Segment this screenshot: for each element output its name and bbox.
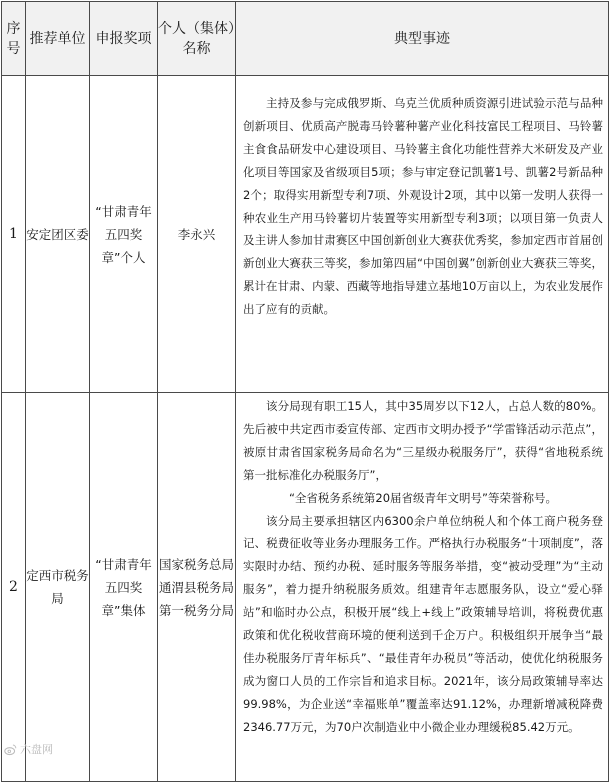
header-unit: 推荐单位 — [26, 2, 90, 76]
row-award: “甘肃青年五四奖章”个人 — [90, 76, 158, 393]
deeds-paragraph: 该分局主要承担辖区内6300余户单位纳税人和个体工商户税务登记、税费征收等业务办理服务工作。严格执行办税服务“十项制度”，落实限时办结、预约办税、延时服务等服务举措，变“被动受理”为“主动服务”，着力提升纳税服务质效。组建青年志愿服务队，设立“爱心驿站”和临时办公点，积极开展“线上+线上”政策辅导培训，将税费优惠政策和优化税收营商环境的便利送到千企万户。积极组织开展争当“最佳办税服务厅青年标兵”、“最佳青年办税员”等活动，使优化纳税服务成为窗口人员的工作宗旨和追求目标。2021年，该分局政策辅导率达99.98%，为企业送“幸福账单”覆盖率达91.12%，办理新增减税降费2346.77万元，为70户次制造业中小微企业办理缓税85.42万元。 — [243, 513, 603, 734]
weibo-icon — [4, 743, 17, 756]
header-award: 申报奖项 — [90, 2, 158, 76]
honor-table — [1, 1, 609, 782]
header-row — [2, 2, 609, 76]
table-row — [2, 393, 609, 782]
row-name: 国家税务总局通渭县税务局第一税务分局 — [158, 393, 236, 782]
row-no: 2 — [2, 393, 26, 782]
row-deeds — [236, 76, 609, 393]
row-no: 1 — [2, 76, 26, 393]
deeds-paragraph: 主持及参与完成俄罗斯、乌克兰优质种质资源引进试验示范与品种创新项目、优质高产脱毒马铃薯种薯产业化科技富民工程项目、马铃薯主食食品研发中心建设项目、马铃薯主食化功能性营养大米研发及产业化项目等国家及省级项目5项；参与审定登记凯薯1号、凯薯2号新品种2个；取得实用新型专利7项、外观设计2项，其中以第一发明人获得一种农业生产用马铃薯切片装置等实用新型专利3项；以项目第一负责人及主讲人参加甘肃赛区中国创新创业大赛获优秀奖，参加定西市首届创新创业大赛获三等奖，参加第四届“中国创翼”创新创业大赛获三等奖，累计在甘肃、内蒙、西藏等地指导建立基地10万亩以上，为农业发展作出了应有的贡献。 — [243, 96, 603, 317]
deeds-paragraph: “全省税务系统第20届省级青年文明号”等荣誉称号。 — [288, 490, 558, 505]
row-name: 李永兴 — [158, 76, 236, 393]
header-name: 个人（集体）名称 — [158, 2, 236, 76]
header-deeds: 典型事迹 — [236, 2, 609, 76]
header-no: 序号 — [2, 2, 26, 76]
watermark-text: 六盘网 — [20, 743, 53, 756]
deeds-paragraph: 该分局现有职工15人，其中35周岁以下12人，占总人数的80%。先后被中共定西市委宣传部、定西市文明办授予“学雷锋活动示范点”，被原甘肃省国家税务局命名为“三星级办税服务厅”，获得“省地税系统第一批标准化办税服务厅”， — [243, 399, 603, 482]
row-deeds — [236, 393, 609, 782]
table-row — [2, 76, 609, 393]
row-award: “甘肃青年五四奖章”集体 — [90, 393, 158, 782]
row-unit: 定西市税务局 — [26, 393, 90, 782]
row-unit: 安定团区委 — [26, 76, 90, 393]
watermark — [4, 741, 53, 757]
